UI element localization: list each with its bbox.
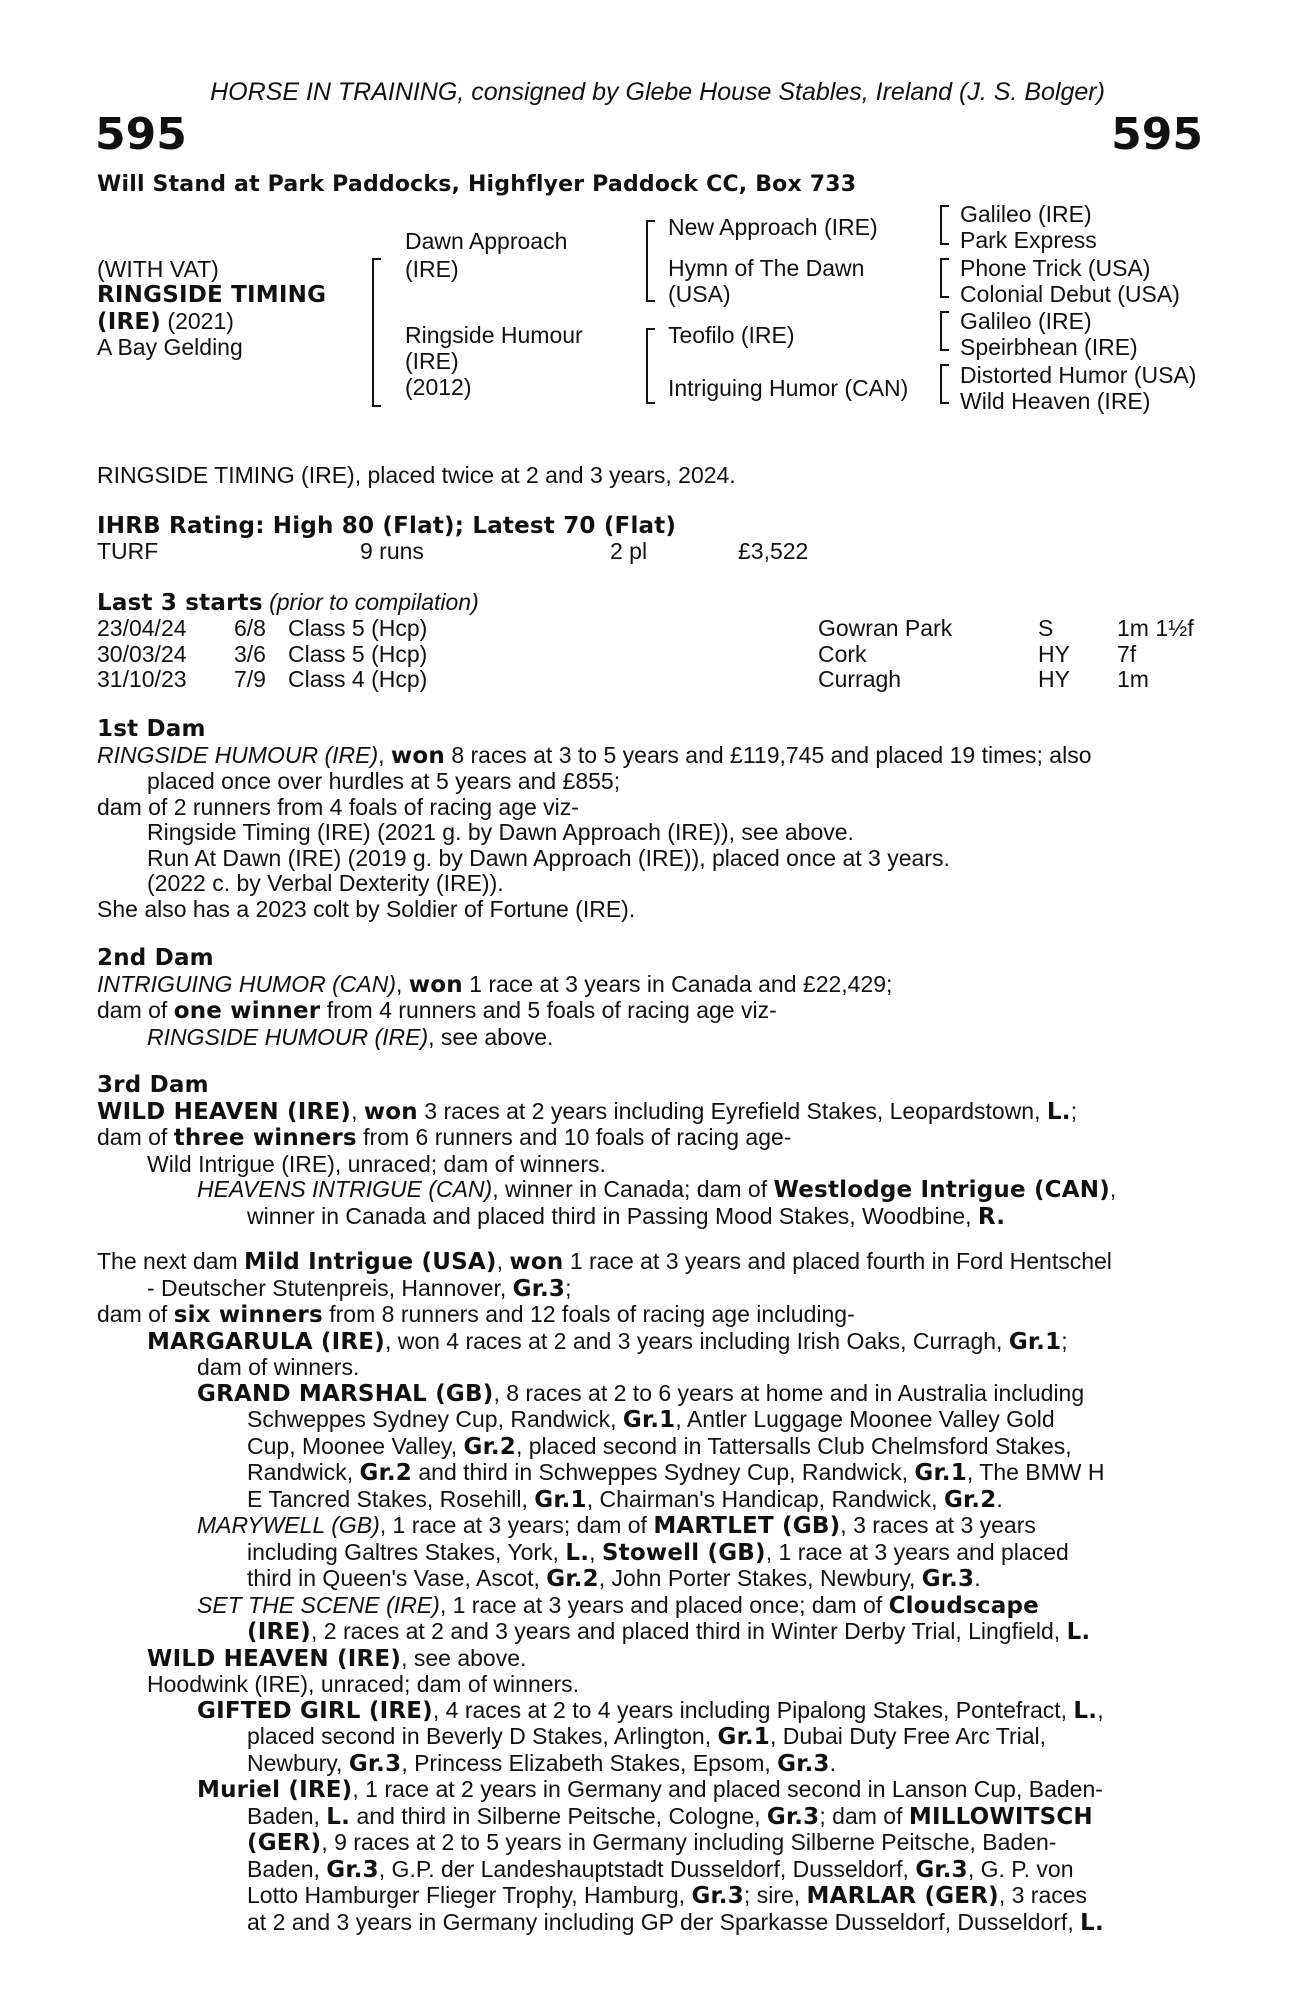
horse-year: (2021) (161, 308, 234, 334)
margarula-line-2: dam of winners. (197, 1354, 360, 1380)
sire-name: Dawn Approach (405, 228, 568, 254)
produce-name: Cloudscape (888, 1592, 1039, 1619)
pedigree-brace-dam (646, 328, 655, 404)
pedigree-dss: Galileo (IRE) (960, 308, 1092, 334)
text: , Princess Elizabeth Stakes, Epsom, (401, 1749, 778, 1776)
text: , winner in Canada; dam of (492, 1176, 774, 1202)
rating-runs: 9 runs (360, 538, 424, 564)
text: , Antler Luggage Moonee Valley Gold (675, 1406, 1055, 1432)
produce-name: MARTLET (GB) (653, 1513, 841, 1539)
muriel-line-2 (97, 1804, 1217, 1831)
second-dam-line-1 (97, 972, 1217, 999)
produce-1: Ringside Timing (IRE) (2021 g. by Dawn Approach (IRE)), see above. (147, 819, 854, 845)
grand-marshal-line-4 (97, 1460, 1217, 1487)
text: Baden, (247, 1802, 327, 1829)
second-dam-line-2 (97, 998, 1217, 1025)
text: , 1 race at 3 years and placed once; dam of (439, 1591, 889, 1618)
text: ; sire, (743, 1882, 807, 1908)
produce-name: MARGARULA (IRE) (147, 1328, 385, 1355)
grade: Gr.1 (914, 1460, 967, 1486)
text: at 2 and 3 years in Germany including GP der Sparkasse Dusseldorf, Dusseldorf, (247, 1908, 1081, 1935)
third-dam-line-3: Wild Intrigue (IRE), unraced; dam of winners. (147, 1150, 606, 1177)
last-starts-heading: Last 3 starts (97, 590, 263, 616)
grade: Gr.3 (348, 1750, 402, 1777)
grade: L. (565, 1539, 590, 1566)
text: , 8 races at 2 to 6 years at home and in Australia including (493, 1379, 1085, 1406)
horse-country: (IRE) (97, 309, 162, 335)
text: , won 4 races at 2 and 3 years including Irish Oaks, Curragh, (384, 1327, 1009, 1354)
gifted-girl-line-3 (97, 1751, 1217, 1778)
pedigree-sds: Phone Trick (USA) (960, 255, 1151, 281)
grade: Gr.3 (766, 1803, 820, 1830)
produce-name: Stowell (GB) (601, 1539, 766, 1566)
sire-sire: New Approach (IRE) (668, 214, 878, 240)
text: Lotto Hamburger Flieger Trophy, Hamburg, (247, 1882, 692, 1908)
text: , John Porter Stakes, Newbury, (598, 1565, 922, 1591)
produce-3: (2022 c. by Verbal Dexterity (IRE)). (147, 870, 504, 896)
text: Randwick, (247, 1459, 360, 1485)
grade: Gr.3 (777, 1750, 830, 1777)
next-dam-section (97, 1249, 1217, 1936)
grade: L. (326, 1803, 351, 1830)
first-dam-line-1 (97, 743, 1217, 770)
lot-number-right: 595 (1111, 109, 1203, 160)
start-pos: 6/8 (234, 615, 266, 641)
grade: Gr.2 (463, 1433, 516, 1460)
start-class: Class 4 (Hcp) (288, 666, 428, 692)
marywell-line-1 (97, 1513, 1217, 1540)
pedigree-brace-1 (372, 258, 381, 407)
won-label: won (363, 1098, 418, 1125)
text: ; (565, 1274, 572, 1301)
first-dam-section (97, 717, 1217, 922)
start-dist: 1m 1½f (1117, 615, 1194, 641)
start-date: 31/10/23 (97, 666, 187, 692)
set-the-scene-line-1 (97, 1593, 1217, 1620)
vat-note: (WITH VAT) (97, 256, 219, 282)
text: 1 race at 3 years and placed fourth in Ford Hentschel (563, 1248, 1112, 1274)
produce-country: (GER) (247, 1830, 322, 1856)
next-dam-line-2 (97, 1276, 1217, 1303)
text: . (996, 1485, 1003, 1512)
text: and third in Schweppes Sydney Cup, Randwick, (411, 1459, 915, 1485)
winners-count: one winner (173, 998, 321, 1024)
first-dam-name: RINGSIDE HUMOUR (IRE) (97, 741, 379, 768)
text: Baden, (247, 1855, 327, 1882)
last-starts-note: (prior to compilation) (262, 589, 479, 615)
sire-dam: Hymn of The Dawn (668, 255, 865, 281)
muriel-line-4 (97, 1857, 1217, 1884)
text: dam of (97, 1301, 174, 1327)
start-date: 30/03/24 (97, 640, 187, 667)
stand-location: Will Stand at Park Paddocks, Highflyer Paddock CC, Box 733 (97, 172, 857, 197)
text: including Galtres Stakes, York, (247, 1538, 566, 1565)
text: third in Queen's Vase, Ascot, (247, 1565, 547, 1591)
set-the-scene-line-2 (97, 1619, 1217, 1646)
next-dam-name: Mild Intrigue (USA) (244, 1249, 497, 1275)
produce-name: MARYWELL (GB) (197, 1512, 380, 1538)
text: . (974, 1565, 981, 1591)
grade: Gr.3 (512, 1275, 566, 1302)
dam-country: (IRE) (405, 348, 459, 374)
grade: R. (977, 1203, 1006, 1230)
produce-name: GRAND MARSHAL (GB) (197, 1380, 494, 1407)
produce-name: MILLOWITSCH (908, 1803, 1093, 1830)
first-dam-line-3: dam of 2 runners from 4 foals of racing age viz- (97, 793, 579, 820)
text: The next dam (97, 1248, 245, 1274)
second-dam-record: 1 race at 3 years in Canada and £22,429; (462, 970, 893, 997)
produce-name: WILD HEAVEN (IRE) (147, 1645, 402, 1672)
grade: Gr.1 (622, 1407, 676, 1433)
grand-marshal-line-5 (97, 1487, 1217, 1514)
start-dist: 7f (1117, 640, 1137, 667)
horse-name: RINGSIDE TIMING (97, 282, 327, 308)
second-dam-name: INTRIGUING HUMOR (CAN) (97, 970, 396, 997)
pedigree-ssd: Park Express (960, 227, 1097, 253)
sep: , (395, 970, 409, 997)
text: Cup, Moonee Valley, (247, 1432, 464, 1459)
produce-name: HEAVENS INTRIGUE (CAN) (197, 1176, 493, 1202)
third-dam-name: WILD HEAVEN (IRE) (97, 1098, 352, 1125)
next-dam-line-3 (97, 1302, 1217, 1329)
grade: Gr.2 (546, 1566, 599, 1592)
grade: Gr.1 (717, 1724, 770, 1750)
dam-sire: Teofilo (IRE) (668, 322, 795, 348)
muriel-line-3 (97, 1830, 1217, 1857)
dam-dam: Intriguing Humor (CAN) (668, 375, 909, 401)
text: , Dubai Duty Free Arc Trial, (769, 1723, 1047, 1749)
text: , 3 races (998, 1882, 1088, 1908)
text: , placed second in Tattersalls Club Chelmsford Stakes, (515, 1432, 1072, 1459)
wild-heaven-line (97, 1646, 1217, 1673)
produce-name: RINGSIDE HUMOUR (IRE) (147, 1023, 429, 1050)
text: , 9 races at 2 to 5 years in Germany including Silberne Peitsche, Baden- (321, 1829, 1057, 1855)
text: , 3 races at 3 years (840, 1512, 1036, 1538)
start-class: Class 5 (Hcp) (288, 640, 428, 667)
pedigree-sdd: Colonial Debut (USA) (960, 281, 1180, 307)
pedigree-sss: Galileo (IRE) (960, 201, 1092, 227)
text: , see above. (401, 1644, 527, 1671)
grade: Gr.1 (534, 1486, 587, 1513)
second-dam-line-3 (97, 1025, 1217, 1051)
first-dam-line-7: She also has a 2023 colt by Soldier of Fortune (IRE). (97, 895, 636, 922)
text: , (589, 1538, 602, 1565)
produce-country: (IRE) (247, 1619, 312, 1645)
start-course: Gowran Park (818, 615, 953, 641)
third-dam-line-5 (97, 1204, 1217, 1231)
marywell-line-2 (97, 1540, 1217, 1567)
listed-grade: L. (1046, 1098, 1071, 1125)
start-pos: 3/6 (234, 640, 266, 667)
pedigree-brace-ss (940, 205, 949, 245)
grade: L. (1066, 1619, 1091, 1645)
third-dam-section (97, 1073, 1217, 1230)
text: , 2 races at 2 and 3 years and placed third in Winter Derby Trial, Lingfield, (311, 1618, 1067, 1644)
produce-name: MARLAR (GER) (806, 1883, 999, 1909)
text: winner in Canada and placed third in Passing Mood Stakes, Woodbine, (247, 1202, 978, 1229)
third-dam-title: 3rd Dam (97, 1072, 209, 1098)
grade: L. (1080, 1909, 1104, 1936)
start-pos: 7/9 (234, 666, 266, 692)
muriel-line-6 (97, 1910, 1217, 1937)
text: , 1 race at 2 years in Germany and placed second in Lanson Cup, Baden- (352, 1776, 1103, 1802)
text: , G. P. von (967, 1855, 1074, 1882)
third-dam-line-2 (97, 1125, 1217, 1152)
produce-name: GIFTED GIRL (IRE) (197, 1697, 433, 1724)
produce-name: SET THE SCENE (IRE) (197, 1591, 440, 1618)
text: from 6 runners and 10 foals of racing age- (356, 1124, 792, 1150)
text: , (1097, 1696, 1104, 1723)
start-course: Cork (818, 640, 867, 667)
gifted-girl-line-2 (97, 1724, 1217, 1751)
text: Newbury, (247, 1749, 349, 1776)
muriel-line-5 (97, 1883, 1217, 1910)
sep: , (378, 741, 391, 768)
second-dam-section (97, 946, 1217, 1050)
last-starts-title (97, 590, 479, 617)
sep: , (351, 1097, 364, 1124)
text: placed second in Beverly D Stakes, Arlington, (247, 1723, 718, 1749)
grade: Gr.3 (326, 1856, 379, 1883)
winners-count: three winners (173, 1125, 357, 1151)
text: from 4 runners and 5 foals of racing age viz- (320, 997, 777, 1023)
text: ; (1070, 1097, 1078, 1124)
won-label: won (390, 742, 445, 769)
text: and third in Silberne Peitsche, Cologne, (350, 1802, 767, 1829)
margarula-line-1 (97, 1329, 1217, 1356)
pedigree-brace-sire (646, 220, 655, 302)
start-going: S (1038, 615, 1054, 641)
third-dam-line-1 (97, 1099, 1217, 1126)
rating-placed: 2 pl (610, 538, 648, 564)
start-going: HY (1038, 666, 1070, 692)
won-label: won (408, 971, 463, 998)
horse-description: A Bay Gelding (97, 334, 243, 360)
rating-surface: TURF (97, 538, 159, 564)
text: ; dam of (819, 1802, 909, 1829)
text: , (1109, 1176, 1117, 1202)
text: , see above. (428, 1023, 554, 1050)
text: dam of (97, 1124, 174, 1150)
muriel-line-1 (97, 1777, 1217, 1804)
pedigree-brace-ds (940, 311, 949, 351)
won-label: won (509, 1249, 564, 1275)
first-dam-title: 1st Dam (97, 716, 206, 742)
text: ; (1061, 1327, 1068, 1354)
text: Schweppes Sydney Cup, Randwick, (247, 1406, 623, 1432)
grade: L. (1073, 1697, 1098, 1724)
hoodwink-line: Hoodwink (IRE), unraced; dam of winners. (147, 1671, 580, 1697)
grade: Gr.2 (359, 1460, 412, 1486)
start-going: HY (1038, 640, 1070, 667)
text: , Chairman's Handicap, Randwick, (586, 1485, 944, 1512)
grade: Gr.3 (921, 1566, 975, 1592)
pedigree-brace-sd (940, 258, 949, 298)
consignor-header: HORSE IN TRAINING, consigned by Glebe House Stables, Ireland (J. S. Bolger) (210, 78, 1105, 106)
text: , 4 races at 2 to 4 years including Pipalong Stakes, Pontefract, (432, 1696, 1074, 1723)
text: . (829, 1749, 837, 1776)
dam-year: (2012) (405, 374, 472, 400)
winners-count: six winners (173, 1302, 323, 1328)
produce-name: Muriel (IRE) (197, 1777, 353, 1803)
pedigree-brace-dd (940, 364, 949, 404)
text: , 1 race at 3 years and placed (765, 1538, 1069, 1565)
text: E Tancred Stakes, Rosehill, (247, 1485, 535, 1512)
pedigree-dsd: Speirbhean (IRE) (960, 334, 1138, 360)
marywell-line-3 (97, 1566, 1217, 1593)
sire-dam-country: (USA) (668, 281, 731, 307)
grade: Gr.2 (943, 1486, 997, 1513)
sep: , (496, 1248, 510, 1274)
start-date: 23/04/24 (97, 615, 187, 641)
grade: Gr.3 (915, 1856, 968, 1883)
next-dam-line-1 (97, 1249, 1217, 1276)
text: dam of (97, 997, 174, 1023)
dam-name: Ringside Humour (405, 322, 583, 348)
grand-marshal-line-1 (97, 1381, 1217, 1408)
start-dist: 1m (1117, 666, 1149, 692)
grand-marshal-line-3 (97, 1434, 1217, 1461)
gifted-girl-line-1 (97, 1698, 1217, 1725)
race-summary: RINGSIDE TIMING (IRE), placed twice at 2 and 3 years, 2024. (97, 462, 736, 488)
text: , The BMW H (966, 1459, 1105, 1485)
text: , 1 race at 3 years; dam of (379, 1512, 654, 1538)
horse-origin-year (97, 308, 234, 335)
pedigree-dds: Distorted Humor (USA) (960, 362, 1197, 388)
text: , G.P. der Landeshauptstadt Dusseldorf, Dusseldorf, (378, 1855, 916, 1882)
third-dam-line-4 (97, 1177, 1217, 1204)
grade: Gr.1 (1008, 1328, 1062, 1355)
text: from 8 runners and 12 foals of racing age including- (322, 1301, 855, 1327)
start-course: Curragh (818, 666, 902, 692)
rating-earnings: £3,522 (738, 538, 809, 564)
rating-title: IHRB Rating: High 80 (Flat); Latest 70 (Flat) (97, 513, 677, 539)
start-class: Class 5 (Hcp) (288, 615, 428, 641)
text: 3 races at 2 years including Eyrefield Stakes, Leopardstown, (417, 1097, 1047, 1124)
lot-number-left: 595 (95, 109, 187, 160)
grand-marshal-line-2 (97, 1407, 1217, 1434)
second-dam-title: 2nd Dam (97, 945, 214, 971)
sire-country: (IRE) (405, 256, 459, 282)
produce-2: Run At Dawn (IRE) (2019 g. by Dawn Approach (IRE)), placed once at 3 years. (147, 844, 950, 871)
first-dam-record: 8 races at 3 to 5 years and £119,745 and placed 19 times; also (444, 741, 1092, 768)
grade: Gr.3 (691, 1883, 744, 1909)
text: - Deutscher Stutenpreis, Hannover, (147, 1274, 513, 1301)
first-dam-line-2: placed once over hurdles at 5 years and £855; (147, 768, 621, 794)
pedigree-ddd: Wild Heaven (IRE) (960, 388, 1151, 414)
produce-name: Westlodge Intrigue (CAN) (773, 1177, 1110, 1203)
